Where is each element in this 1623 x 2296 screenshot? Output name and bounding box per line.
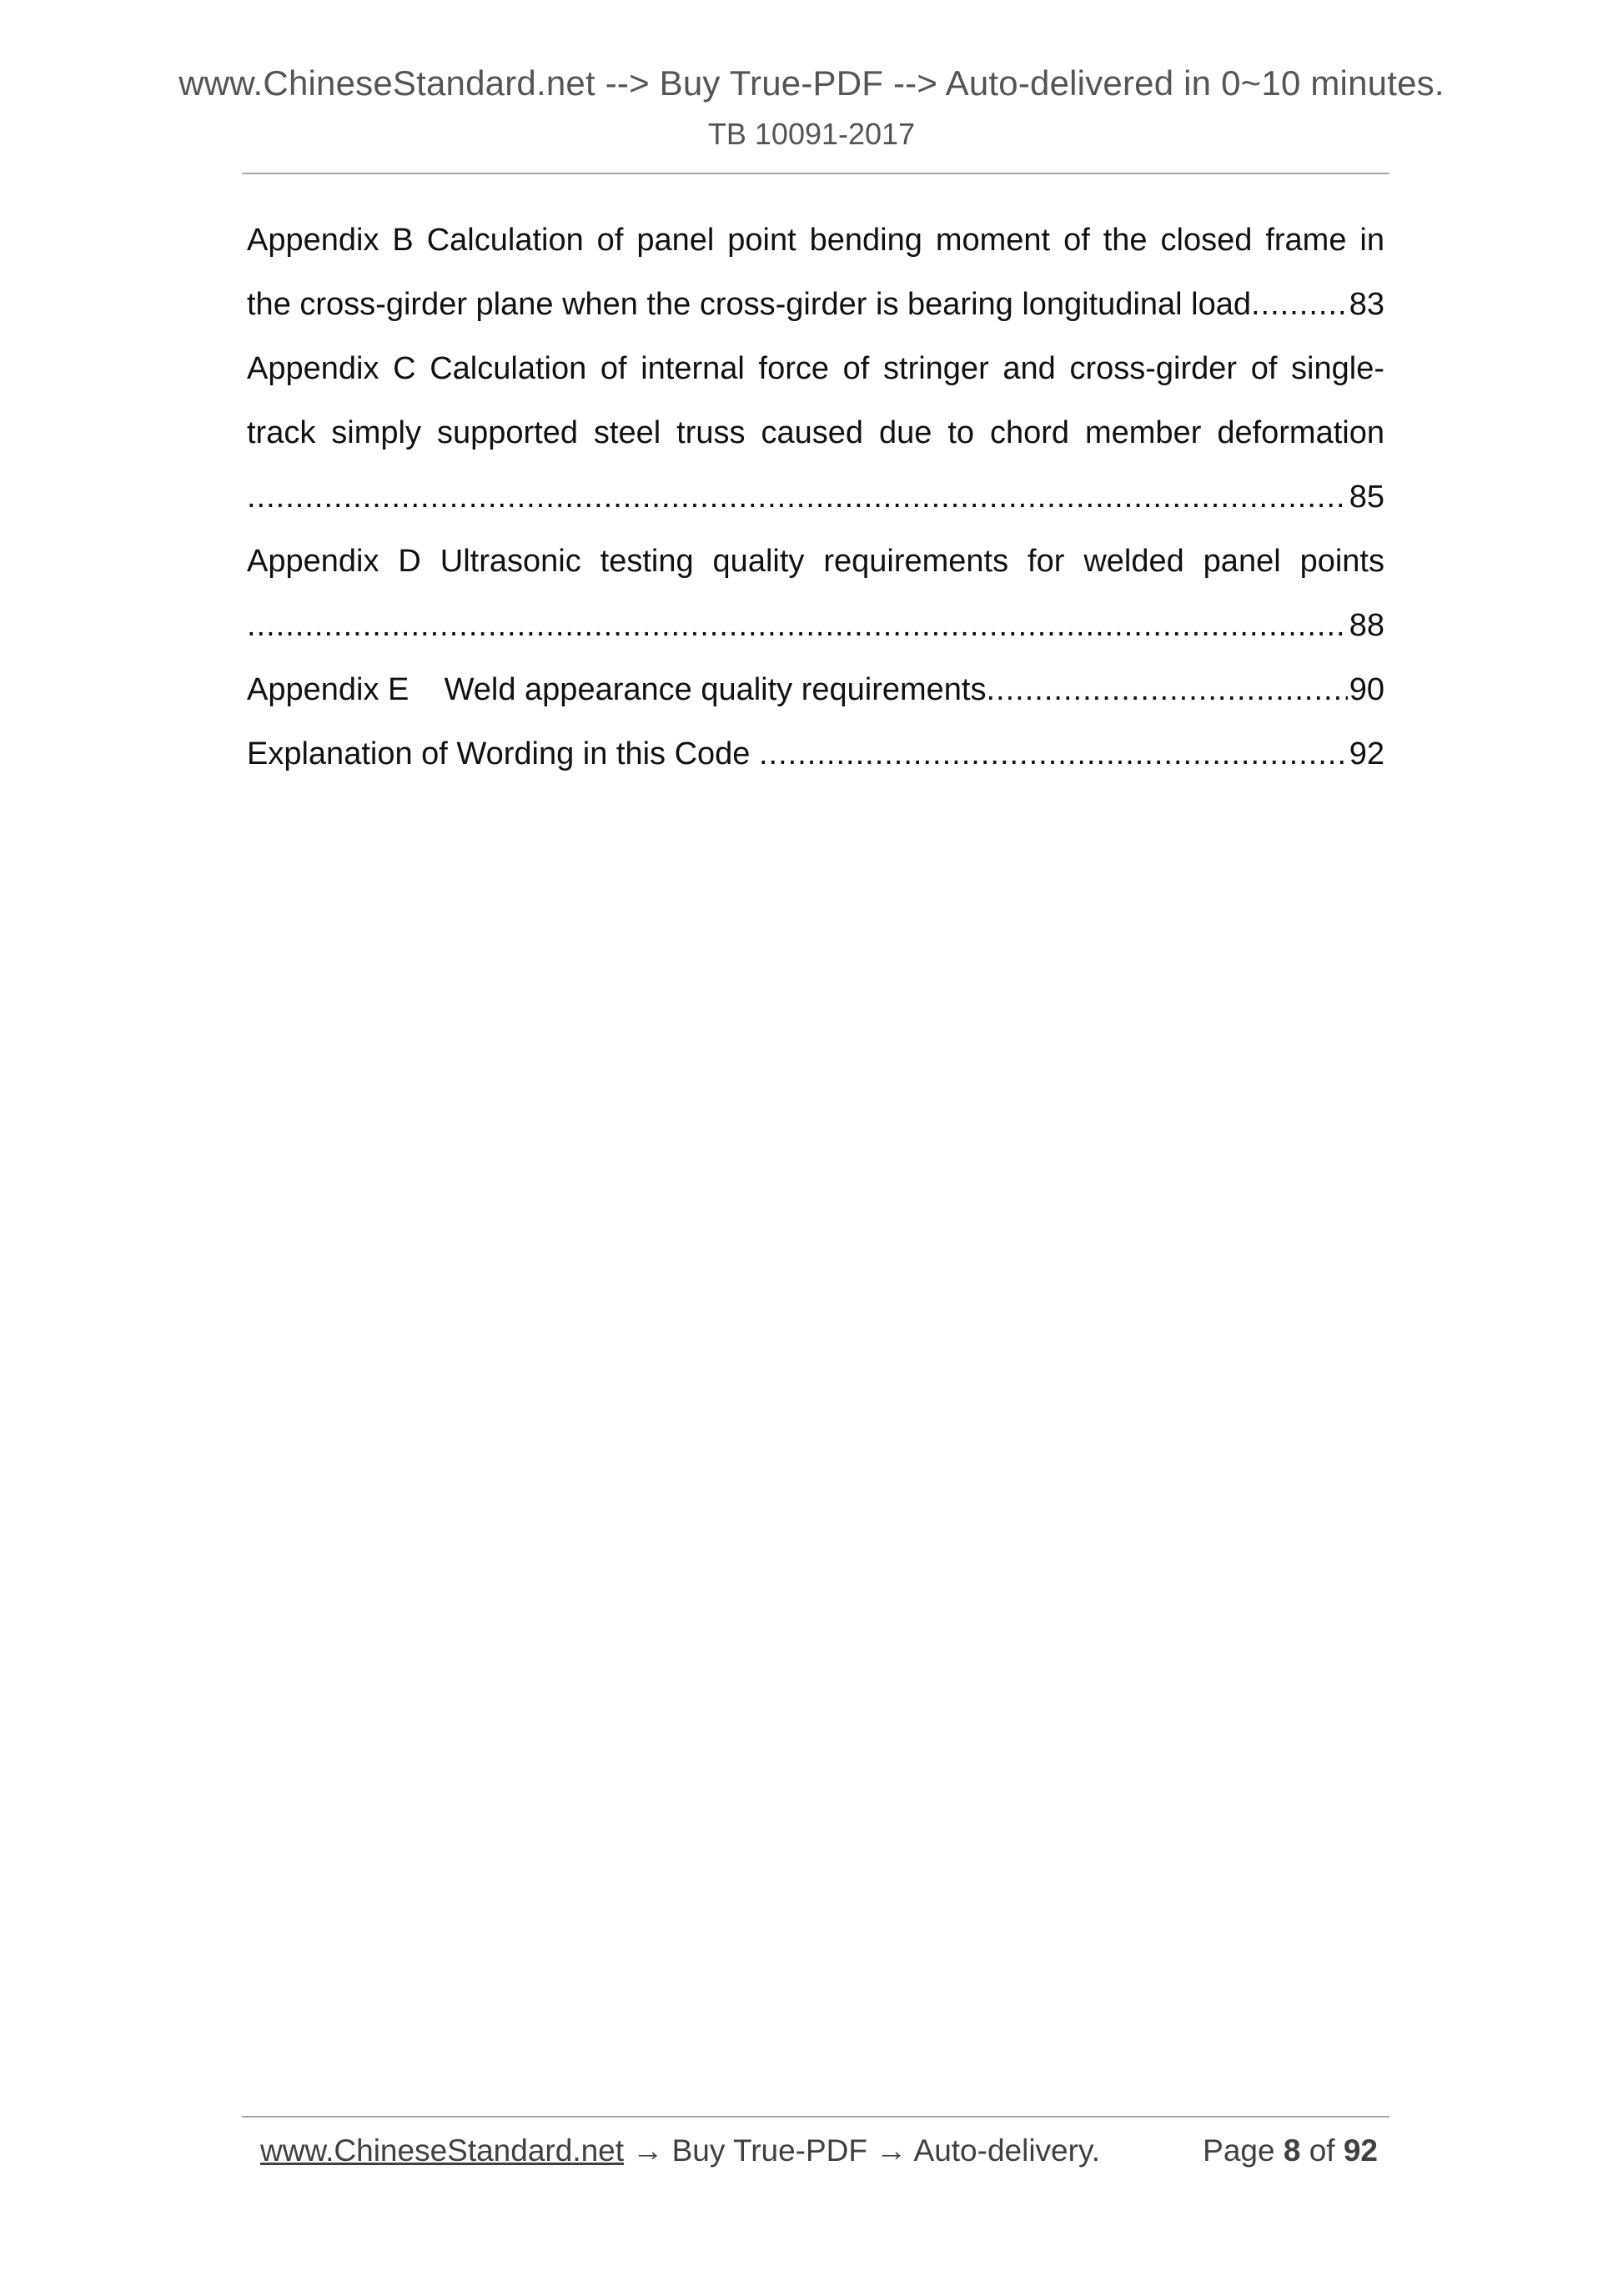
dot-leader xyxy=(247,465,1348,530)
toc-entry-title: Explanation of Wording in this Code xyxy=(247,736,759,771)
toc-page-number: 92 xyxy=(1349,736,1384,771)
toc-page-number: 85 xyxy=(1349,480,1384,515)
table-of-contents xyxy=(247,208,1384,786)
dot-leader xyxy=(247,594,1348,658)
toc-page-number: 90 xyxy=(1349,672,1384,707)
toc-appendix-c-title-line-1[interactable]: Appendix C Calculation of internal force of stringer and cross-girder of single- xyxy=(247,351,1384,386)
page-prefix: Page xyxy=(1203,2133,1284,2168)
total-page-count: 92 xyxy=(1343,2133,1378,2168)
dot-leader xyxy=(987,658,1348,722)
footer-website-link[interactable]: www.ChineseStandard.net xyxy=(260,2133,625,2168)
toc-entry-title: the cross-girder plane when the cross-girder is bearing longitudinal load xyxy=(247,287,1251,322)
standard-code: TB 10091-2017 xyxy=(707,117,916,151)
page-footer xyxy=(260,2133,1378,2168)
toc-appendix-c-title-line-2[interactable]: track simply supported steel truss caused due to chord member deformation xyxy=(247,415,1384,450)
page-indicator xyxy=(1203,2133,1378,2168)
toc-appendix-d-title[interactable]: Appendix D Ultrasonic testing quality requirements for welded panel points xyxy=(247,544,1384,579)
page-of-text: of xyxy=(1300,2133,1344,2168)
header-divider xyxy=(242,173,1389,174)
footer-delivery-text: → Buy True-PDF → Auto-delivery. xyxy=(624,2133,1100,2168)
header-banner: www.ChineseStandard.net --> Buy True-PDF --> Auto-delivered in 0~10 minutes. xyxy=(178,63,1445,103)
toc-entry-title: Appendix E Weld appearance quality requirements xyxy=(247,672,987,707)
toc-explanation-of-wording[interactable] xyxy=(247,722,1384,786)
toc-appendix-e[interactable] xyxy=(247,658,1384,722)
toc-appendix-b-title-line-2[interactable] xyxy=(247,273,1384,337)
current-page-number: 8 xyxy=(1283,2133,1301,2168)
dot-leader xyxy=(1251,273,1348,337)
dot-leader xyxy=(759,722,1348,786)
toc-appendix-d-page-line[interactable] xyxy=(247,594,1384,658)
toc-appendix-c-page-line[interactable] xyxy=(247,465,1384,530)
footer-divider xyxy=(242,2116,1389,2118)
toc-page-number: 88 xyxy=(1349,608,1384,643)
toc-page-number: 83 xyxy=(1349,287,1384,322)
toc-appendix-b-title-line-1[interactable]: Appendix B Calculation of panel point bending moment of the closed frame in xyxy=(247,223,1384,258)
